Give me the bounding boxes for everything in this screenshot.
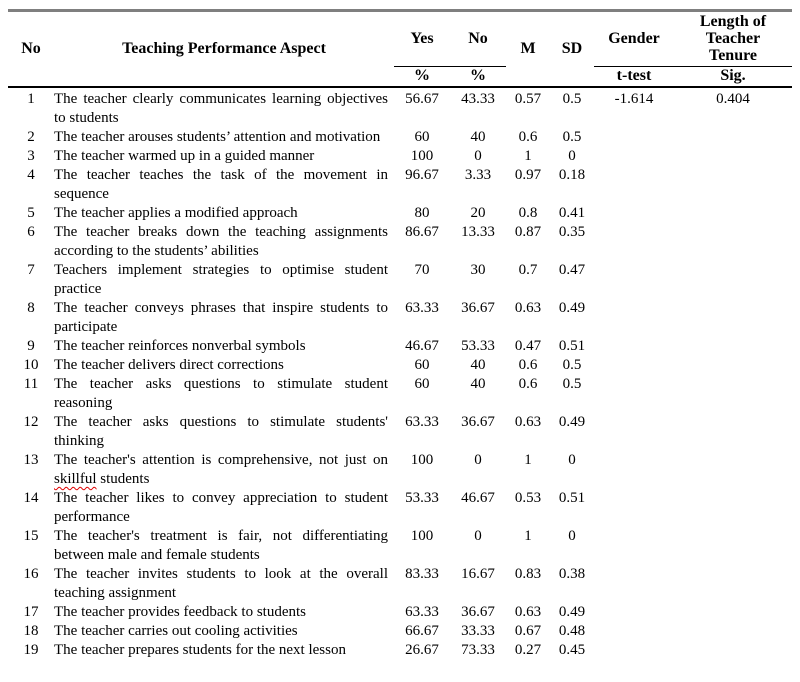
aspect-cell: The teacher asks questions to stimulate students' thinking	[54, 414, 388, 449]
table-row	[8, 565, 792, 603]
ttest-cell	[594, 451, 674, 489]
subheader-sig: Sig.	[674, 66, 792, 87]
ttest-cell	[594, 603, 674, 622]
ttest-cell	[594, 489, 674, 527]
sd-cell: 0.51	[558, 490, 586, 506]
sd-cell: 0	[568, 148, 576, 164]
aspect-cell: The teacher reinforces nonverbal symbols	[54, 338, 306, 354]
yes-percent-cell: 100	[410, 452, 434, 468]
yes-percent-cell: 63.33	[405, 300, 439, 316]
sd-cell: 0.49	[558, 300, 586, 316]
yes-percent-cell: 100	[410, 528, 434, 544]
row-number-cell: 17	[23, 604, 39, 620]
table-row	[8, 356, 792, 375]
mean-cell: 0.6	[518, 129, 538, 145]
row-number-cell: 5	[27, 205, 35, 221]
no-percent-cell: 73.33	[461, 642, 495, 658]
subheader-no-percent: %	[450, 66, 506, 87]
yes-percent-cell: 66.67	[405, 623, 439, 639]
sig-cell	[674, 166, 792, 204]
row-number-cell: 6	[27, 224, 35, 240]
yes-percent-cell: 86.67	[405, 224, 439, 240]
row-number-cell: 12	[23, 414, 39, 430]
no-percent-cell: 40	[470, 129, 486, 145]
row-number-cell: 4	[27, 167, 35, 183]
sd-cell: 0.49	[558, 414, 586, 430]
yes-percent-cell: 56.67	[405, 91, 439, 107]
table-row	[8, 299, 792, 337]
mean-cell: 0.7	[518, 262, 538, 278]
row-number-cell: 14	[23, 490, 39, 506]
yes-percent-cell: 46.67	[405, 338, 439, 354]
yes-percent-cell: 83.33	[405, 566, 439, 582]
sig-cell	[674, 413, 792, 451]
sig-cell	[674, 128, 792, 147]
sd-cell: 0.47	[558, 262, 586, 278]
tenure-header-text: Length of Teacher Tenure	[699, 13, 767, 65]
ttest-cell	[594, 413, 674, 451]
table-row	[8, 147, 792, 166]
mean-cell: 1	[524, 452, 532, 468]
teaching-performance-table	[8, 12, 792, 660]
mean-cell: 0.87	[514, 224, 542, 240]
yes-percent-cell: 63.33	[405, 414, 439, 430]
col-header-gender: Gender	[594, 12, 674, 66]
no-percent-cell: 20	[470, 205, 486, 221]
col-header-aspect: Teaching Performance Aspect	[54, 12, 394, 87]
yes-percent-cell: 96.67	[405, 167, 439, 183]
col-header-tenure	[674, 12, 792, 66]
yes-percent-cell: 60	[414, 376, 430, 392]
aspect-cell: The teacher delivers direct corrections	[54, 357, 284, 373]
row-number-cell: 1	[27, 91, 35, 107]
no-percent-cell: 46.67	[461, 490, 495, 506]
no-percent-cell: 3.33	[464, 167, 492, 183]
row-number-cell: 13	[23, 452, 39, 468]
sd-cell: 0	[568, 528, 576, 544]
col-header-yes: Yes	[394, 12, 450, 66]
ttest-cell: -1.614	[614, 91, 654, 107]
aspect-cell: The teacher conveys phrases that inspire students to participate	[54, 300, 388, 335]
table-row	[8, 166, 792, 204]
no-percent-cell: 36.67	[461, 300, 495, 316]
mean-cell: 0.63	[514, 414, 542, 430]
no-percent-cell: 0	[474, 452, 482, 468]
no-percent-cell: 53.33	[461, 338, 495, 354]
yes-percent-cell: 70	[414, 262, 430, 278]
aspect-cell: The teacher warmed up in a guided manner	[54, 148, 315, 164]
mean-cell: 0.57	[514, 91, 542, 107]
row-number-cell: 9	[27, 338, 35, 354]
table-row	[8, 204, 792, 223]
sig-cell	[674, 356, 792, 375]
sig-cell: 0.404	[716, 91, 750, 107]
table-body	[8, 87, 792, 660]
ttest-cell	[594, 128, 674, 147]
yes-percent-cell: 53.33	[405, 490, 439, 506]
no-percent-cell: 40	[470, 376, 486, 392]
mean-cell: 1	[524, 148, 532, 164]
row-number-cell: 2	[27, 129, 35, 145]
mean-cell: 0.63	[514, 300, 542, 316]
aspect-cell: The teacher invites students to look at the overall teaching assignment	[54, 566, 388, 601]
sd-cell: 0.45	[558, 642, 586, 658]
row-number-cell: 18	[23, 623, 39, 639]
aspect-cell: The teacher applies a modified approach	[54, 205, 298, 221]
sig-cell	[674, 641, 792, 660]
ttest-cell	[594, 147, 674, 166]
table-header	[8, 12, 792, 87]
aspect-cell: Teachers implement strategies to optimise student practice	[54, 262, 388, 297]
mean-cell: 0.6	[518, 357, 538, 373]
sig-cell	[674, 337, 792, 356]
sig-cell	[674, 603, 792, 622]
table-row	[8, 489, 792, 527]
row-number-cell: 15	[23, 528, 39, 544]
table-row	[8, 641, 792, 660]
aspect-cell: The teacher's attention is comprehensive, not just on skillful students	[54, 452, 388, 487]
ttest-cell	[594, 337, 674, 356]
table-row	[8, 337, 792, 356]
sd-cell: 0.5	[562, 129, 582, 145]
sig-cell	[674, 261, 792, 299]
ttest-cell	[594, 375, 674, 413]
sd-cell: 0.41	[558, 205, 586, 221]
aspect-cell: The teacher teaches the task of the movement in sequence	[54, 167, 388, 202]
sd-cell: 0.5	[562, 357, 582, 373]
row-number-cell: 10	[23, 357, 39, 373]
subheader-ttest: t-test	[594, 66, 674, 87]
mean-cell: 0.97	[514, 167, 542, 183]
row-number-cell: 8	[27, 300, 35, 316]
mean-cell: 0.63	[514, 604, 542, 620]
ttest-cell	[594, 565, 674, 603]
col-header-no-answers: No	[450, 12, 506, 66]
mean-cell: 0.47	[514, 338, 542, 354]
row-number-cell: 7	[27, 262, 35, 278]
sd-cell: 0.51	[558, 338, 586, 354]
ttest-cell	[594, 166, 674, 204]
sig-cell	[674, 375, 792, 413]
yes-percent-cell: 60	[414, 357, 430, 373]
sig-cell	[674, 565, 792, 603]
sig-cell	[674, 622, 792, 641]
no-percent-cell: 33.33	[461, 623, 495, 639]
col-header-no: No	[8, 12, 54, 87]
table-row	[8, 622, 792, 641]
mean-cell: 1	[524, 528, 532, 544]
no-percent-cell: 30	[470, 262, 486, 278]
sd-cell: 0.5	[562, 91, 582, 107]
table-row	[8, 87, 792, 128]
table-row	[8, 603, 792, 622]
ttest-cell	[594, 527, 674, 565]
sd-cell: 0.48	[558, 623, 586, 639]
col-header-sd: SD	[550, 12, 594, 87]
aspect-cell: The teacher clearly communicates learning objectives to students	[54, 91, 388, 126]
aspect-cell: The teacher's treatment is fair, not differentiating between male and female students	[54, 528, 388, 563]
col-header-mean: M	[506, 12, 550, 87]
aspect-cell: The teacher carries out cooling activities	[54, 623, 298, 639]
table-row	[8, 375, 792, 413]
sd-cell: 0.38	[558, 566, 586, 582]
no-percent-cell: 13.33	[461, 224, 495, 240]
ttest-cell	[594, 261, 674, 299]
no-percent-cell: 36.67	[461, 604, 495, 620]
table-row	[8, 451, 792, 489]
aspect-cell: The teacher provides feedback to students	[54, 604, 306, 620]
mean-cell: 0.8	[518, 205, 538, 221]
yes-percent-cell: 63.33	[405, 604, 439, 620]
sd-cell: 0.18	[558, 167, 586, 183]
sig-cell	[674, 489, 792, 527]
mean-cell: 0.6	[518, 376, 538, 392]
ttest-cell	[594, 299, 674, 337]
subheader-yes-percent: %	[394, 66, 450, 87]
yes-percent-cell: 80	[414, 205, 430, 221]
aspect-cell: The teacher arouses students’ attention and motivation	[54, 129, 381, 145]
row-number-cell: 11	[23, 376, 39, 392]
table-row	[8, 261, 792, 299]
yes-percent-cell: 26.67	[405, 642, 439, 658]
yes-percent-cell: 100	[410, 148, 434, 164]
no-percent-cell: 36.67	[461, 414, 495, 430]
no-percent-cell: 43.33	[461, 91, 495, 107]
row-number-cell: 16	[23, 566, 39, 582]
row-number-cell: 3	[27, 148, 35, 164]
table-row	[8, 527, 792, 565]
no-percent-cell: 40	[470, 357, 486, 373]
yes-percent-cell: 60	[414, 129, 430, 145]
sig-cell	[674, 147, 792, 166]
row-number-cell: 19	[23, 642, 39, 658]
aspect-cell: The teacher breaks down the teaching assignments according to the students’ abilities	[54, 224, 388, 259]
sig-cell	[674, 451, 792, 489]
table-row	[8, 223, 792, 261]
no-percent-cell: 0	[474, 148, 482, 164]
sig-cell	[674, 299, 792, 337]
mean-cell: 0.67	[514, 623, 542, 639]
sd-cell: 0	[568, 452, 576, 468]
mean-cell: 0.83	[514, 566, 542, 582]
mean-cell: 0.27	[514, 642, 542, 658]
sd-cell: 0.5	[562, 376, 582, 392]
ttest-cell	[594, 641, 674, 660]
aspect-cell: The teacher asks questions to stimulate student reasoning	[54, 376, 388, 411]
ttest-cell	[594, 223, 674, 261]
sd-cell: 0.35	[558, 224, 586, 240]
aspect-cell: The teacher prepares students for the next lesson	[54, 642, 346, 658]
sig-cell	[674, 527, 792, 565]
misspelled-word: skillful	[54, 471, 97, 487]
sig-cell	[674, 223, 792, 261]
mean-cell: 0.53	[514, 490, 542, 506]
sd-cell: 0.49	[558, 604, 586, 620]
no-percent-cell: 16.67	[461, 566, 495, 582]
no-percent-cell: 0	[474, 528, 482, 544]
ttest-cell	[594, 204, 674, 223]
table-row	[8, 128, 792, 147]
aspect-cell: The teacher likes to convey appreciation to student performance	[54, 490, 388, 525]
ttest-cell	[594, 356, 674, 375]
table-row	[8, 413, 792, 451]
sig-cell	[674, 204, 792, 223]
ttest-cell	[594, 622, 674, 641]
